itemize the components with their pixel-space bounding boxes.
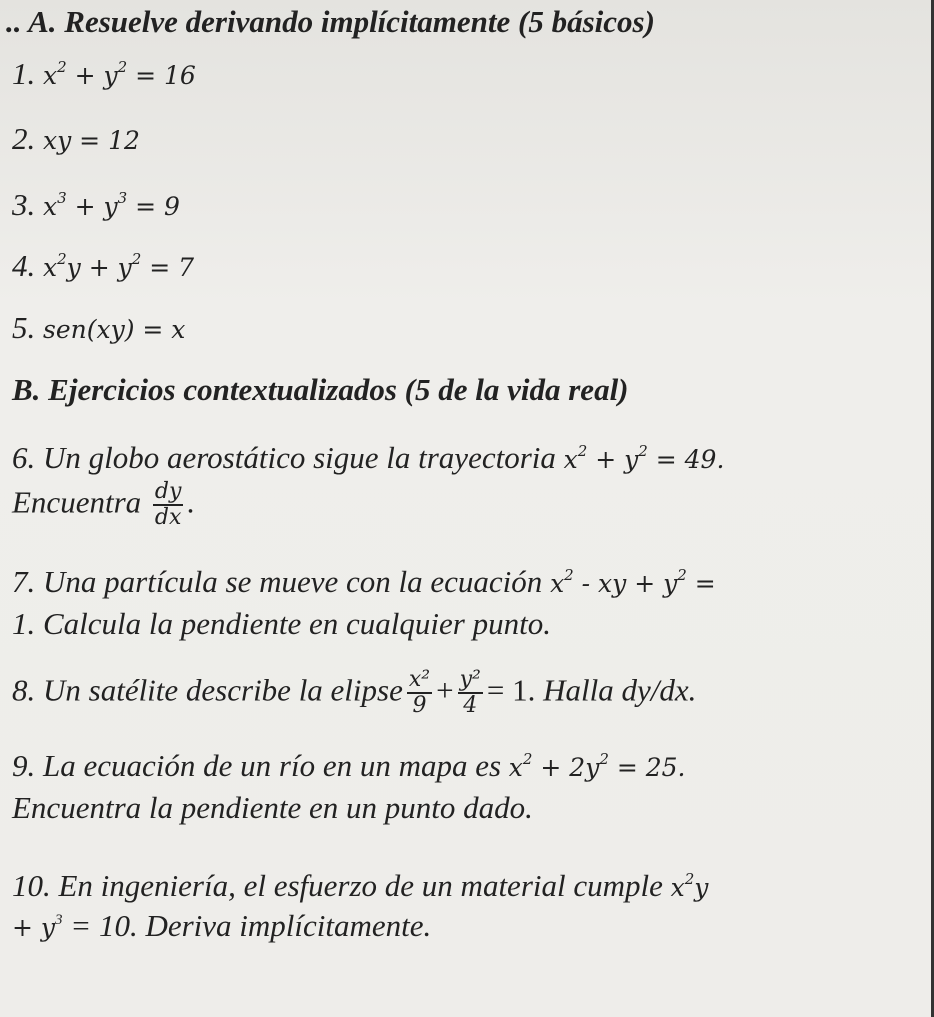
exercise-text: 6. Un globo aerostático sigue la trayectoria	[12, 440, 556, 475]
exercise-5	[12, 312, 185, 343]
exercise-text: 7. Una partícula se mueve con la ecuación	[12, 564, 543, 599]
exercise-1	[12, 58, 196, 89]
exercise-text: Encuentra	[12, 484, 142, 520]
section-b-title: B. Ejercicios contextualizados (5 de la vida real)	[12, 372, 629, 407]
equation: $x^2 + y^2 = 16$	[43, 58, 196, 90]
exercise-7-line2: 1. Calcula la pendiente en cualquier punto.	[12, 606, 551, 641]
equation: $x^2y$	[670, 870, 709, 902]
exercise-text: 10. En ingeniería, el esfuerzo de un material cumple	[12, 868, 663, 903]
exercise-3	[12, 189, 180, 220]
item-number: 4.	[12, 248, 36, 283]
item-number: 2.	[12, 121, 36, 156]
exercise-2	[12, 123, 140, 154]
exercise-10	[12, 870, 708, 901]
section-a-title: .. A. Resuelve derivando implícitamente (5 básicos)	[6, 4, 655, 39]
exercise-9	[12, 750, 685, 781]
item-number: 1.	[12, 56, 36, 91]
exercise-8: 8. Un satélite describe la elipse $\frac{\text{x²}}{9}$ + $\frac{\text{y²}}{4}$ = 1. Halla dy/dx.	[12, 667, 697, 719]
equation: $x^2 + 2y^2 = 25$.	[508, 750, 686, 782]
exercise-6	[12, 442, 724, 473]
exercise-10-line2: + $y^3 = 10$. Deriva implícitamente.	[12, 908, 432, 943]
exercise-text: 8. Un satélite describe la elipse	[12, 672, 403, 708]
exercise-4	[12, 250, 194, 281]
fraction-y: $\frac{\text{y²}}{4}$	[459, 667, 481, 719]
equation: $x^2 + y^2 = 49$.	[563, 442, 725, 474]
item-number: 3.	[12, 187, 36, 222]
exercise-9-line2: Encuentra la pendiente en un punto dado.	[12, 790, 533, 825]
exercise-7	[12, 566, 716, 597]
equation: $x^2y + y^2 = 7$	[43, 250, 195, 282]
fraction-x: $\frac{\text{x²}}{9}$	[408, 667, 431, 719]
exercise-text: 9. La ecuación de un río en un mapa es	[12, 748, 502, 783]
equation: $x^3 + y^3 = 9$	[43, 189, 180, 221]
equation: sen(xy) = x	[43, 315, 186, 344]
item-number: 5.	[12, 310, 36, 345]
equation: xy = 12	[43, 126, 140, 155]
exercise-6-line2: Encuentra $\frac{dy}{dx}$ .	[12, 479, 196, 531]
derivative-fraction: $\frac{dy}{dx}$	[154, 479, 182, 531]
equation: $x^2$ - xy + $y^2$ =	[550, 566, 716, 598]
